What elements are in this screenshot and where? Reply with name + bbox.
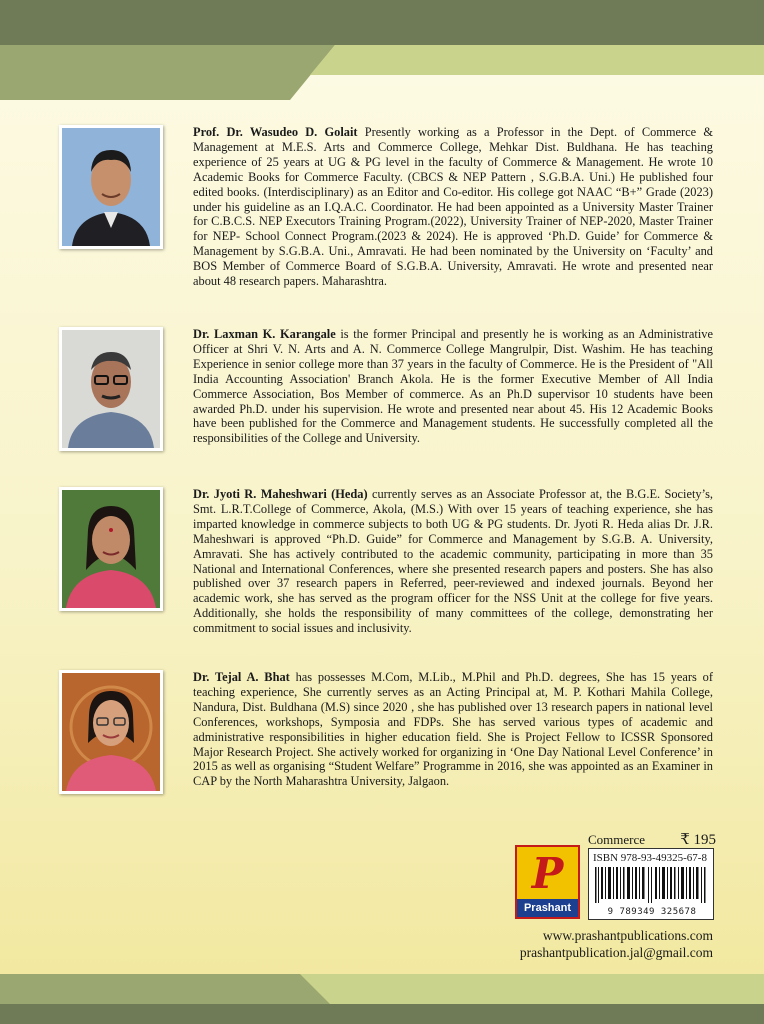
publisher-website[interactable]: www.prashantpublications.com: [542, 928, 713, 943]
author-photo-bhat: [59, 670, 163, 794]
author-text-maheshwari: currently serves as an Associate Professor at, the B.G.E. Society’s, Smt. L.R.T.College of Commerce, Akola, (M.S.) With over 15 years of teaching experience, she has imparted knowledge in commerce subjects to both UG & PG students. Dr. Jyoti R. Heda alias Dr. J.R. Maheshwari is approved “Ph.D. Guide” for Commerce and Management by S.G.B. A. University, Amravati. She has actively contributed to the academic community, participating in more than 35 National and International Conferences, where she presented research papers and posters. She has also published over 37 research papers in Referred, peer-reviewed and indexed journals. Beyond her academic work, she has served as the program officer for the NSS Unit at the college for five years. Additionally, she holds the responsibility of many committees of the college, demonstrating her commitment to social issues and inclusivity.: [193, 487, 713, 636]
isbn-number: ISBN 978-93-49325-67-8: [593, 852, 707, 864]
publisher-email[interactable]: prashantpublication.jal@gmail.com: [519, 945, 713, 960]
author-text-bhat: has possesses M.Com, M.Lib., M.Phil and Ph.D. degrees, She has 15 years of teaching experience, She currently serves as an Acting Principal at, M. P. Kothari Mahila College, Nandura, Dist. Buldhana (M.S) since 2020 , she has published over 13 research papers in national level Conferences, workshops, Symposia and FDPs. She has served various types of academic and administrative responsibilities in higher education field. She is Project Fellow to ICSSR Sponsored Major Research Project. She actively worked for organizing in ‘One Day National Level Conference’ in 2015 as well as organising “Student Welfare” Programme in 2016, she was appointed as an Examiner in CAP by the North Maharashtra University, Jalgaon.: [193, 670, 713, 789]
bottom-decorative-band: [0, 974, 764, 1024]
author-text-golait: Presently working as a Professor in the Dept. of Commerce & Management at M.E.S. Arts and Commerce College, Mehkar Dist. Buldhana. He has teaching experience of 25 years at UG & PG level in the faculty of Commerce & Management. He wrote 10 Academic Books for Commerce Faculty. (CBCS & NEP Pattern , S.G.B.A. Uni.) He published four edited books. (Interdisciplinary) as an Editor and Co-editor. His college got NAAC “B+” Grade (2023) under his guideline as an I.Q.A.C. Coordinator. He had been appointed as a University Master Trainer for C.B.C.S. NEP Executors Training Program.(2022), University Trainer of NEP-2020, Master Trainer for NEP- School Connect Program.(2023 & 2024). He is approved ‘Ph.D. Guide’ for Commerce & Management by S.G.B.A. Uni., Amravati. He had been nominated by the University on ‘Faculty’ and BOS Member of Commerce Board of S.G.B.A. University, Amravati. He wrote and presented near about 48 research papers. Maharashtra.: [193, 125, 714, 289]
price-label: ₹ 195: [680, 832, 716, 848]
author-name-bhat: Dr. Tejal A. Bhat: [193, 670, 290, 684]
author-photo-maheshwari: [59, 487, 163, 611]
author-text-karangale: is the former Principal and presently he is working as an Administrative Officer at Shri V. N. Arts and A. N. Commerce College Mangrulpir, Dist. Washim. He has teaching Experience in senior college more than 37 years in the faculty of Commerce. He is the President of "All India Accounting Association' Branch Akola. He is the former Executive Member of All India Commerce Association, Bos Member of commerce. As an Ph.D supervisor 10 students have been awarded Ph.D. under his supervision. He wrote and presented near about 45. His 12 Academic Books have been published for the Commerce and Management students. He successfully completed all the responsibilities of the College and University.: [193, 327, 713, 446]
top-decorative-band: [0, 0, 764, 100]
author-bio-karangale: [193, 327, 713, 446]
author-bio-golait: [193, 125, 713, 289]
barcode-bars: [595, 867, 709, 903]
author-name-maheshwari: Dr. Jyoti R. Maheshwari (Heda): [193, 487, 368, 501]
author-photo-karangale: [59, 327, 163, 451]
isbn-barcode: [588, 848, 714, 920]
publisher-logo: [515, 845, 580, 919]
barcode-digits: 9 789349 325678: [607, 907, 697, 917]
author-name-karangale: Dr. Laxman K. Karangale: [193, 327, 336, 341]
author-bio-bhat: [193, 670, 713, 789]
author-photo-golait: [59, 125, 163, 249]
publisher-contact: [520, 927, 713, 961]
publisher-logo-letter: P: [531, 848, 564, 898]
author-name-golait: Prof. Dr. Wasudeo D. Golait: [193, 125, 358, 139]
author-bio-maheshwari: [193, 487, 713, 636]
price-row: [588, 830, 716, 849]
subject-label: Commerce: [588, 832, 646, 847]
publisher-logo-name: Prashant: [517, 899, 578, 917]
